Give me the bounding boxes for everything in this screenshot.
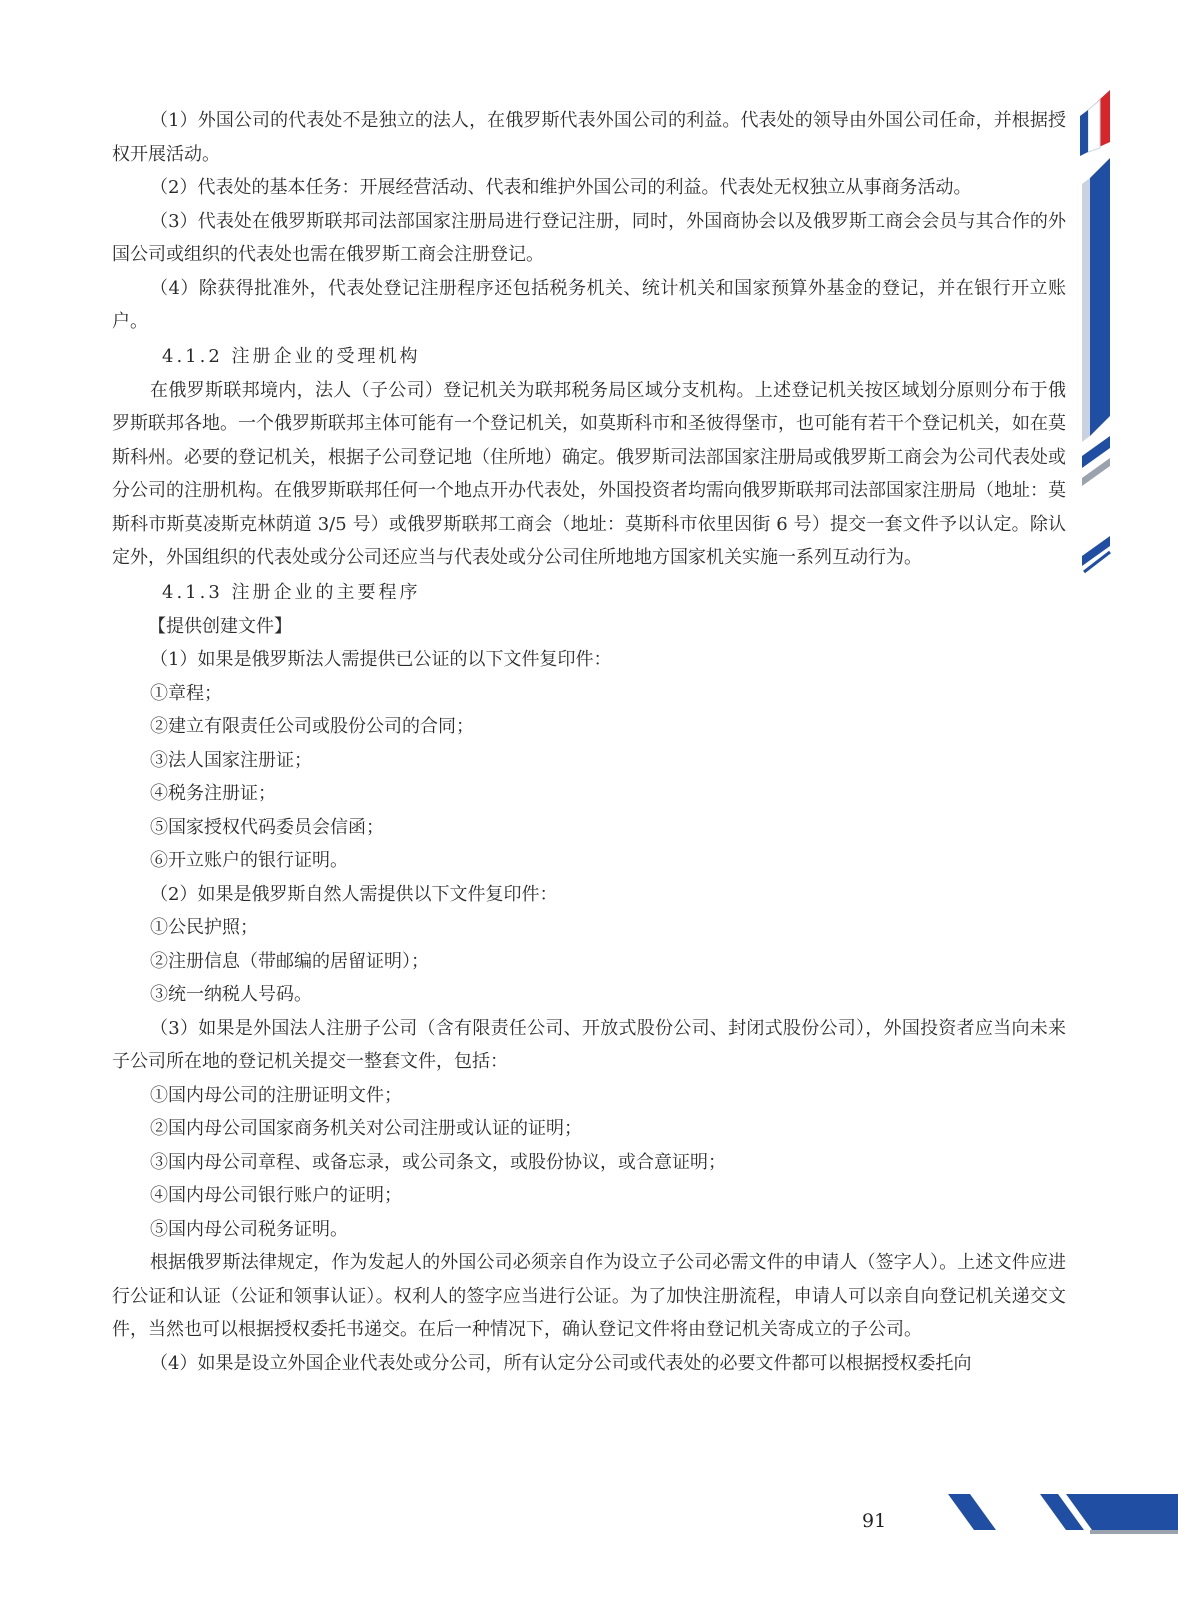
paragraph-russian-individual: （2）如果是俄罗斯自然人需提供以下文件复印件：	[150, 883, 558, 905]
section-heading-4-1-2: 4.1.2 注册企业的受理机构	[162, 345, 421, 367]
paragraph-russian-legal-entity: （1）如果是俄罗斯法人需提供已公证的以下文件复印件：	[150, 649, 612, 670]
list-item: ③国内母公司章程、或备忘录，或公司条文，或股份协议，或合意证明；	[150, 1151, 726, 1173]
paragraph-foreign-office-branch: （4）如果是设立外国企业代表处或分公司，所有认定分公司或代表处的必要文件都可以根据授权委托向	[150, 1352, 972, 1374]
list-item: ⑤国内母公司税务证明。	[150, 1218, 348, 1240]
section-heading-4-1-3: 4.1.3 注册企业的主要程序	[162, 581, 421, 603]
paragraph-representative-office-2: （2）代表处的基本任务：开展经营活动、代表和维护外国公司的利益。代表处无权独立从事商务活动。	[150, 177, 972, 198]
list-item: ⑤国家授权代码委员会信函；	[150, 816, 384, 838]
corner-stripes-decoration	[940, 1488, 1178, 1536]
paragraph-registration-authority: 在俄罗斯联邦境内，法人（子公司）登记机关为联邦税务局区域分支机构。上述登记机关按区域划分原则分布于俄罗斯联邦各地。一个俄罗斯联邦主体可能有一个登记机关，如莫斯科市和圣彼得堡市，也可能有若干个登记机关，如在莫斯科州。必要的登记机关，根据子公司登记地（住所地）确定。俄罗斯司法部国家注册局或俄罗斯工商会为公司代表处或分公司的注册机构。在俄罗斯联邦任何一个地点开办代表处，外国投资者均需向俄罗斯联邦司法部国家注册局（地址：莫斯科市斯莫凌斯克林荫道 3/5 号）或俄罗斯联邦工商会（地址：莫斯科市依里因街 6 号）提交一套文件予以认定。除认定外，外国组织的代表处或分公司还应当与代表处或分公司住所地地方国家机关实施一系列互动行为。	[112, 379, 1066, 568]
list-item: ⑥开立账户的银行证明。	[150, 850, 348, 871]
list-item: ④国内母公司银行账户的证明；	[150, 1185, 402, 1206]
list-item: ②注册信息（带邮编的居留证明）；	[150, 950, 429, 972]
document-body	[112, 104, 1066, 1380]
list-item: ①国内母公司的注册证明文件；	[150, 1084, 402, 1106]
list-item: ②建立有限责任公司或股份公司的合同；	[150, 716, 474, 737]
flag-decoration	[1080, 86, 1116, 586]
list-item: ②国内母公司国家商务机关对公司注册或认证的证明；	[150, 1118, 582, 1139]
page-number: 91	[862, 1510, 887, 1532]
list-item: ③法人国家注册证；	[150, 749, 312, 771]
paragraph-foreign-subsidiary: （3）如果是外国法人注册子公司（含有限责任公司、开放式股份公司、封闭式股份公司），外国投资者应当向未来子公司所在地的登记机关提交一整套文件，包括：	[112, 1017, 1066, 1072]
list-item: ③统一纳税人号码。	[150, 984, 312, 1005]
paragraph-representative-office-3: （3）代表处在俄罗斯联邦司法部国家注册局进行登记注册，同时，外国商协会以及俄罗斯工商会会员与其合作的外国公司或组织的代表处也需在俄罗斯工商会注册登记。	[112, 210, 1066, 265]
subheading-documents: 【提供创建文件】	[148, 615, 292, 637]
list-item: ①公民护照；	[150, 917, 258, 938]
list-item: ①章程；	[150, 682, 222, 704]
paragraph-representative-office-4: （4）除获得批准外，代表处登记注册程序还包括税务机关、统计机关和国家预算外基金的登记，并在银行开立账户。	[112, 277, 1066, 332]
list-item: ④税务注册证；	[150, 783, 276, 804]
paragraph-representative-office-1: （1）外国公司的代表处不是独立的法人，在俄罗斯代表外国公司的利益。代表处的领导由外国公司任命，并根据授权开展活动。	[112, 110, 1066, 165]
paragraph-legal-requirements: 根据俄罗斯法律规定，作为发起人的外国公司必须亲自作为设立子公司必需文件的申请人（签字人）。上述文件应进行公证和认证（公证和领事认证）。权利人的签字应当进行公证。为了加快注册流程，申请人可以亲自向登记机关递交文件，当然也可以根据授权委托书递交。在后一种情况下，确认登记文件将由登记机关寄成立的子公司。	[112, 1252, 1066, 1340]
